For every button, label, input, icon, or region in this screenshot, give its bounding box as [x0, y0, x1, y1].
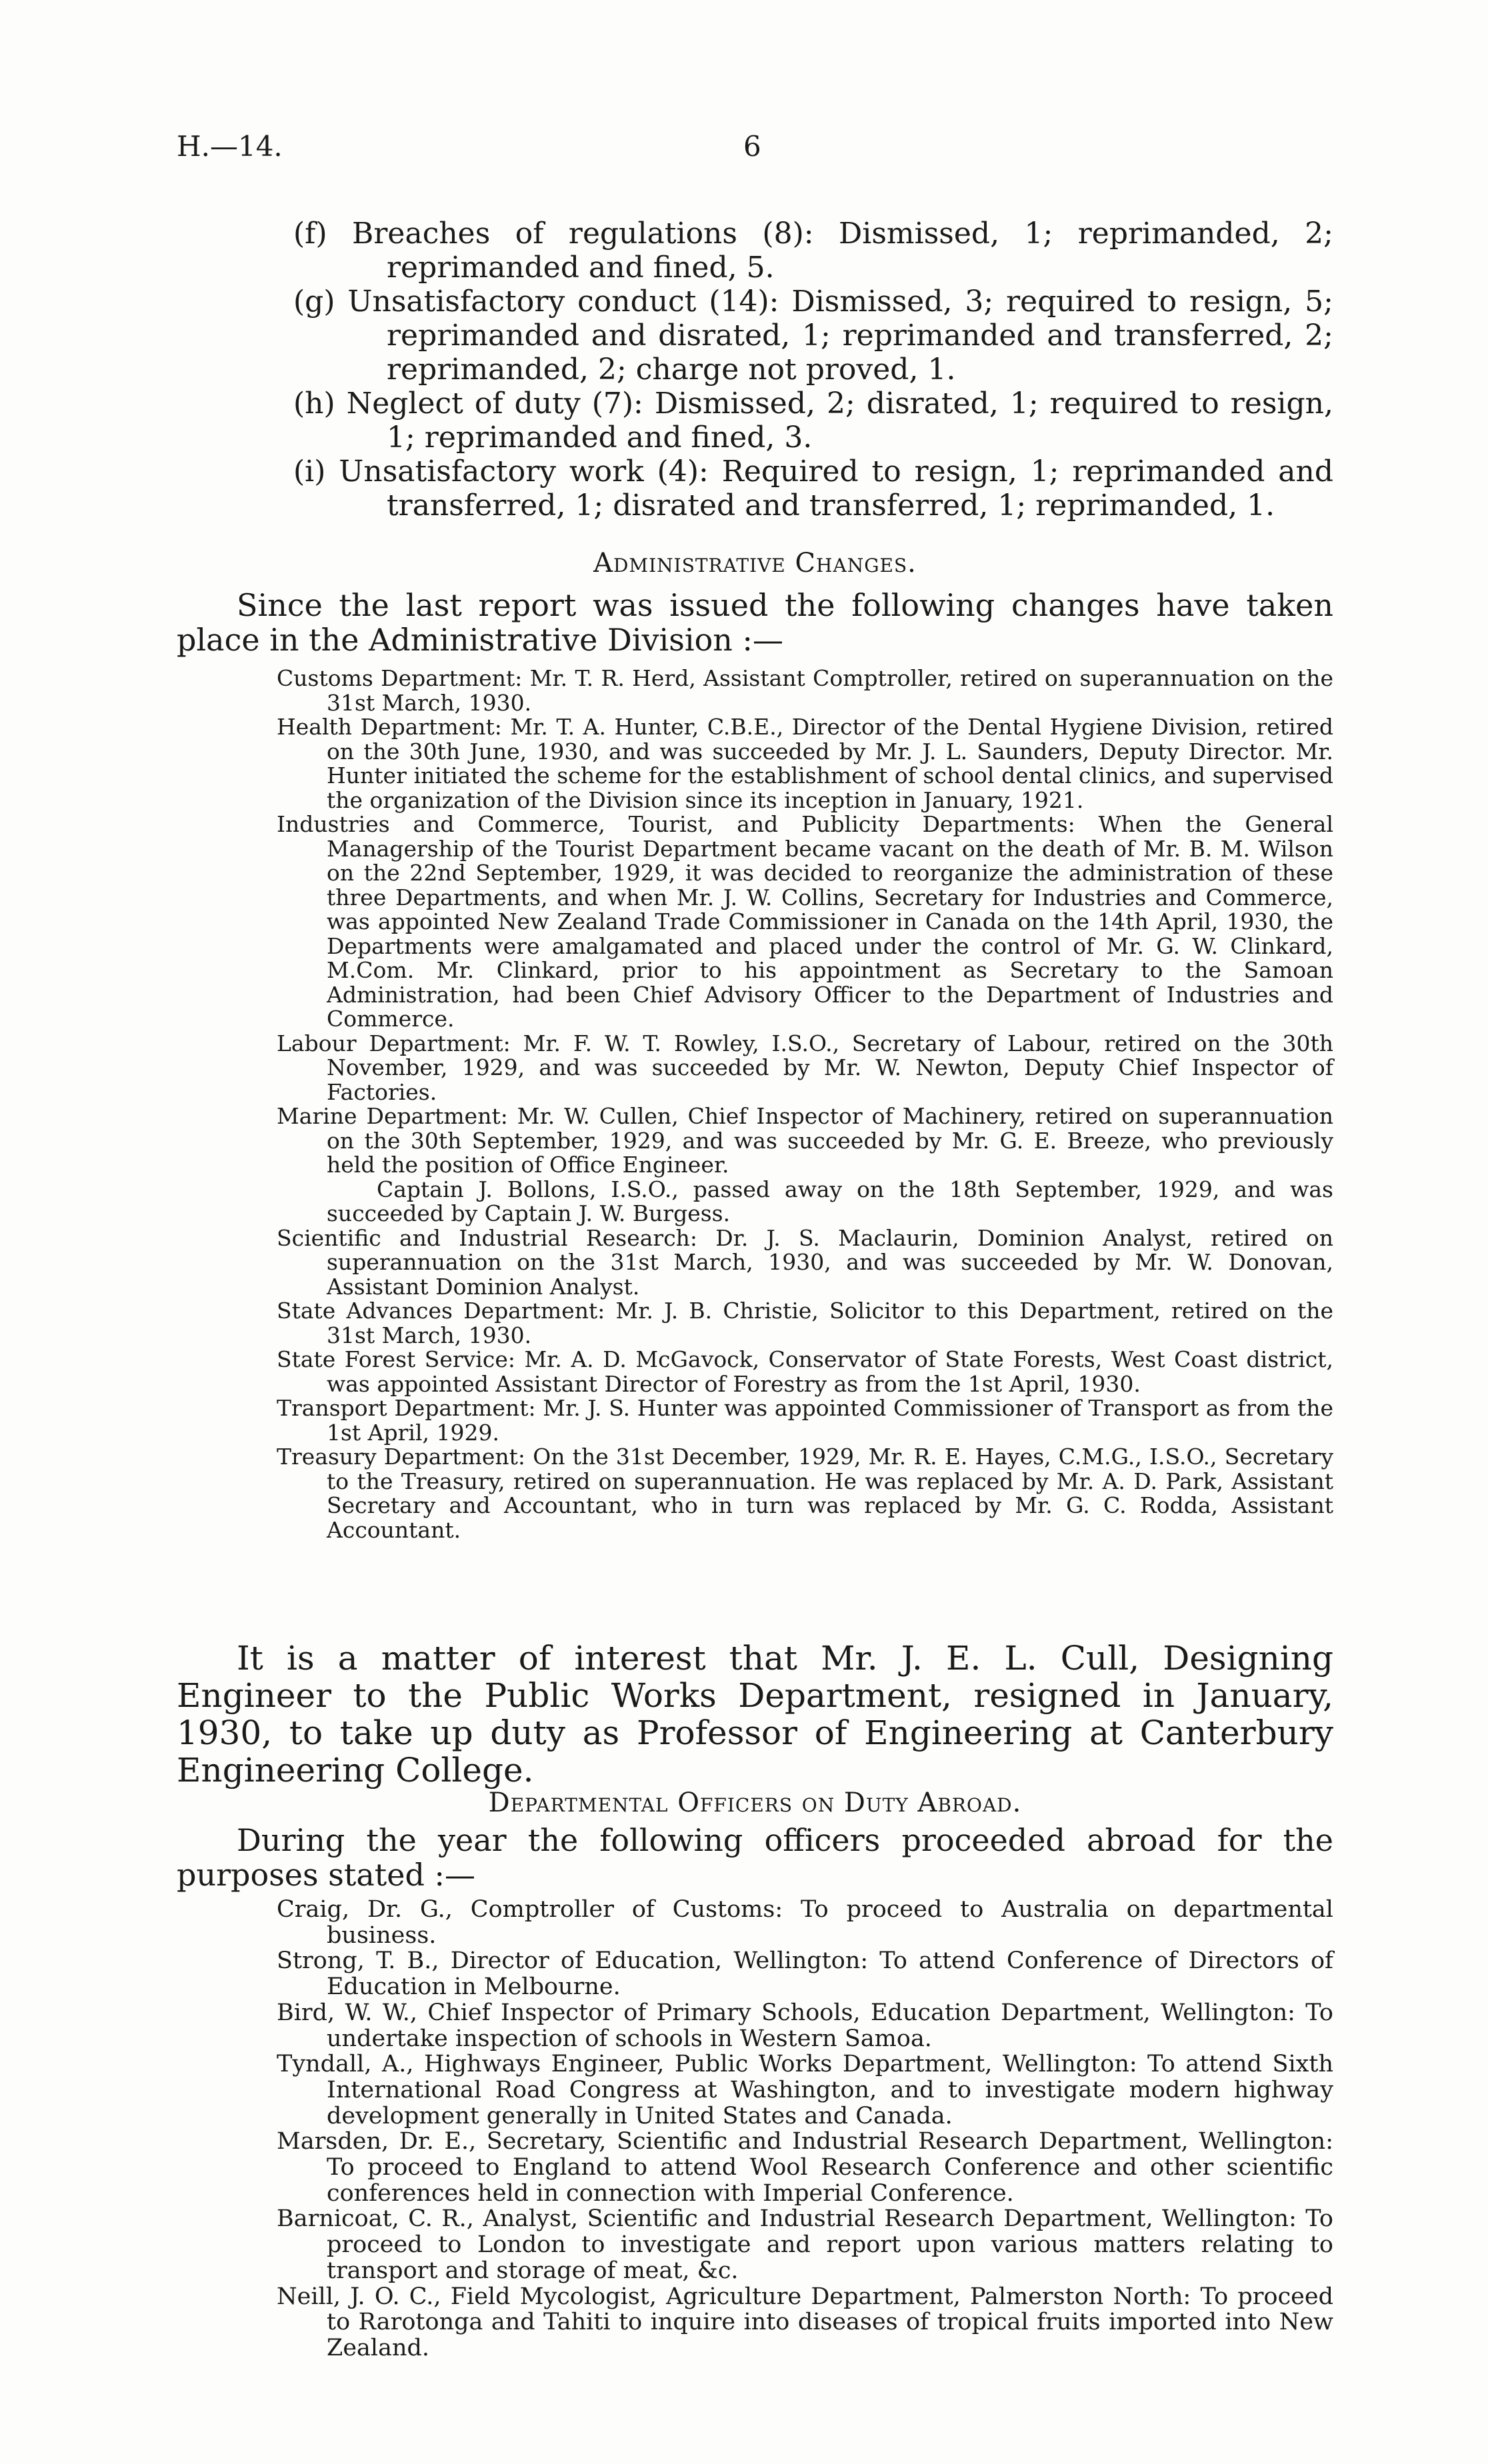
breach-item-g: (g) Unsatisfactory conduct (14): Dismissed, 3; required to resign, 5; reprimanded and disrated, 1; reprimanded and transferred, 2; reprimanded, 2; charge not proved, 1.: [293, 285, 1333, 387]
officers-abroad-list: [277, 1897, 1333, 2361]
administrative-changes-list: [277, 666, 1333, 1542]
entry-industries-commerce: Industries and Commerce, Tourist, and Publicity Departments: When the General Managership of the Tourist Department became vacant on the death of Mr. B. M. Wilson on the 22nd September, 1929, it was decided to reorganize the administration of these three Departments, and when Mr. J. W. Collins, Secretary for Industries and Commerce, was appointed New Zealand Trade Commissioner in Canada on the 14th April, 1930, the Departments were amalgamated and placed under the control of Mr. G. W. Clinkard, M.Com. Mr. Clinkard, prior to his appointment as Secretary to the Samoan Administration, had been Chief Advisory Officer to the Department of Industries and Commerce.: [277, 811, 1333, 1032]
officer-strong: Strong, T. B., Director of Education, Wellington: To attend Conference of Directors of Education in Melbourne.: [277, 1947, 1333, 2001]
entry-labour: Labour Department: Mr. F. W. T. Rowley, I.S.O., Secretary of Labour, retired on the 30th November, 1929, and was succeeded by Mr. W. Newton, Deputy Chief Inspector of Factories.: [277, 1030, 1333, 1105]
officers-abroad-heading: Departmental Officers on Duty Abroad.: [488, 1788, 1022, 1818]
entry-treasury: Treasury Department: On the 31st December, 1929, Mr. R. E. Hayes, C.M.G., I.S.O., Secretary to the Treasury, retired on superannuation. He was replaced by Mr. A. D. Park, Assistant Secretary and Accountant, who in turn was replaced by Mr. G. C. Rodda, Assistant Accountant.: [277, 1444, 1333, 1543]
administrative-changes-intro: Since the last report was issued the following changes have taken place in the Administrative Division :—: [177, 587, 1333, 658]
officer-tyndall: Tyndall, A., Highways Engineer, Public Works Department, Wellington: To attend Sixth International Road Congress at Washington, and to investigate modern highway development generally in United States and Canada.: [277, 2051, 1333, 2129]
officers-abroad-intro: During the year the following officers proceeded abroad for the purposes stated :—: [177, 1822, 1333, 1893]
entry-marine: Marine Department: Mr. W. Cullen, Chief Inspector of Machinery, retired on superannuation on the 30th September, 1929, and was succeeded by Mr. G. E. Breeze, who previously held the position of Office Engineer.: [277, 1103, 1333, 1178]
page-header: [177, 127, 1333, 167]
entry-customs: Customs Department: Mr. T. R. Herd, Assistant Comptroller, retired on superannuation on the 31st March, 1930.: [277, 665, 1333, 716]
breaches-list: [293, 217, 1333, 523]
page-number: 6: [743, 130, 761, 163]
entry-health: Health Department: Mr. T. A. Hunter, C.B.E., Director of the Dental Hygiene Division, retired on the 30th June, 1930, and was succeeded by Mr. J. L. Saunders, Deputy Director. Mr. Hunter initiated the scheme for the establishment of school dental clinics, and supervised the organization of the Division since its inception in January, 1921.: [277, 714, 1333, 813]
cull-paragraph: It is a matter of interest that Mr. J. E. L. Cull, Designing Engineer to the Public Works Department, resigned in January, 1930, to take up duty as Professor of Engineering at Canterbury Engineering College.: [177, 1639, 1333, 1790]
officer-barnicoat: Barnicoat, C. R., Analyst, Scientific and Industrial Research Department, Wellington: To proceed to London to investigate and report upon various matters relating to transport and storage of meat, &c.: [277, 2205, 1333, 2284]
document-code: H.—14.: [177, 130, 283, 163]
entry-transport: Transport Department: Mr. J. S. Hunter was appointed Commissioner of Transport as from the 1st April, 1929.: [277, 1395, 1333, 1446]
breach-item-f: (f) Breaches of regulations (8): Dismissed, 1; reprimanded, 2; reprimanded and fined, 5.: [293, 217, 1333, 285]
officer-marsden: Marsden, Dr. E., Secretary, Scientific and Industrial Research Department, Wellington: To proceed to England to attend Wool Research Conference and other scientific conferences held in connection with Imperial Conference.: [277, 2128, 1333, 2207]
entry-state-advances: State Advances Department: Mr. J. B. Christie, Solicitor to this Department, retired on the 31st March, 1930.: [277, 1298, 1333, 1348]
breach-item-h: (h) Neglect of duty (7): Dismissed, 2; disrated, 1; required to resign, 1; reprimanded and fined, 3.: [293, 387, 1333, 455]
officer-neill: Neill, J. O. C., Field Mycologist, Agriculture Department, Palmerston North: To proceed to Rarotonga and Tahiti to inquire into diseases of tropical fruits imported into New Zealand.: [277, 2283, 1333, 2361]
entry-state-forest: State Forest Service: Mr. A. D. McGavock, Conservator of State Forests, West Coast district, was appointed Assistant Director of Forestry as from the 1st April, 1930.: [277, 1346, 1333, 1397]
officer-bird: Bird, W. W., Chief Inspector of Primary Schools, Education Department, Wellington: To undertake inspection of schools in Western Samoa.: [277, 1999, 1333, 2052]
entry-marine-captain: Captain J. Bollons, I.S.O., passed away on the 18th September, 1929, and was succeeded by Captain J. W. Burgess.: [327, 1176, 1333, 1226]
breach-item-i: (i) Unsatisfactory work (4): Required to resign, 1; reprimanded and transferred, 1; disrated and transferred, 1; reprimanded, 1.: [293, 455, 1333, 523]
officer-craig: Craig, Dr. G., Comptroller of Customs: To proceed to Australia on departmental business.: [277, 1896, 1333, 1949]
administrative-changes-heading: Administrative Changes.: [593, 548, 917, 579]
entry-scientific-research: Scientific and Industrial Research: Dr. J. S. Maclaurin, Dominion Analyst, retired on superannuation on the 31st March, 1930, and was succeeded by Mr. W. Donovan, Assistant Dominion Analyst.: [277, 1224, 1333, 1300]
